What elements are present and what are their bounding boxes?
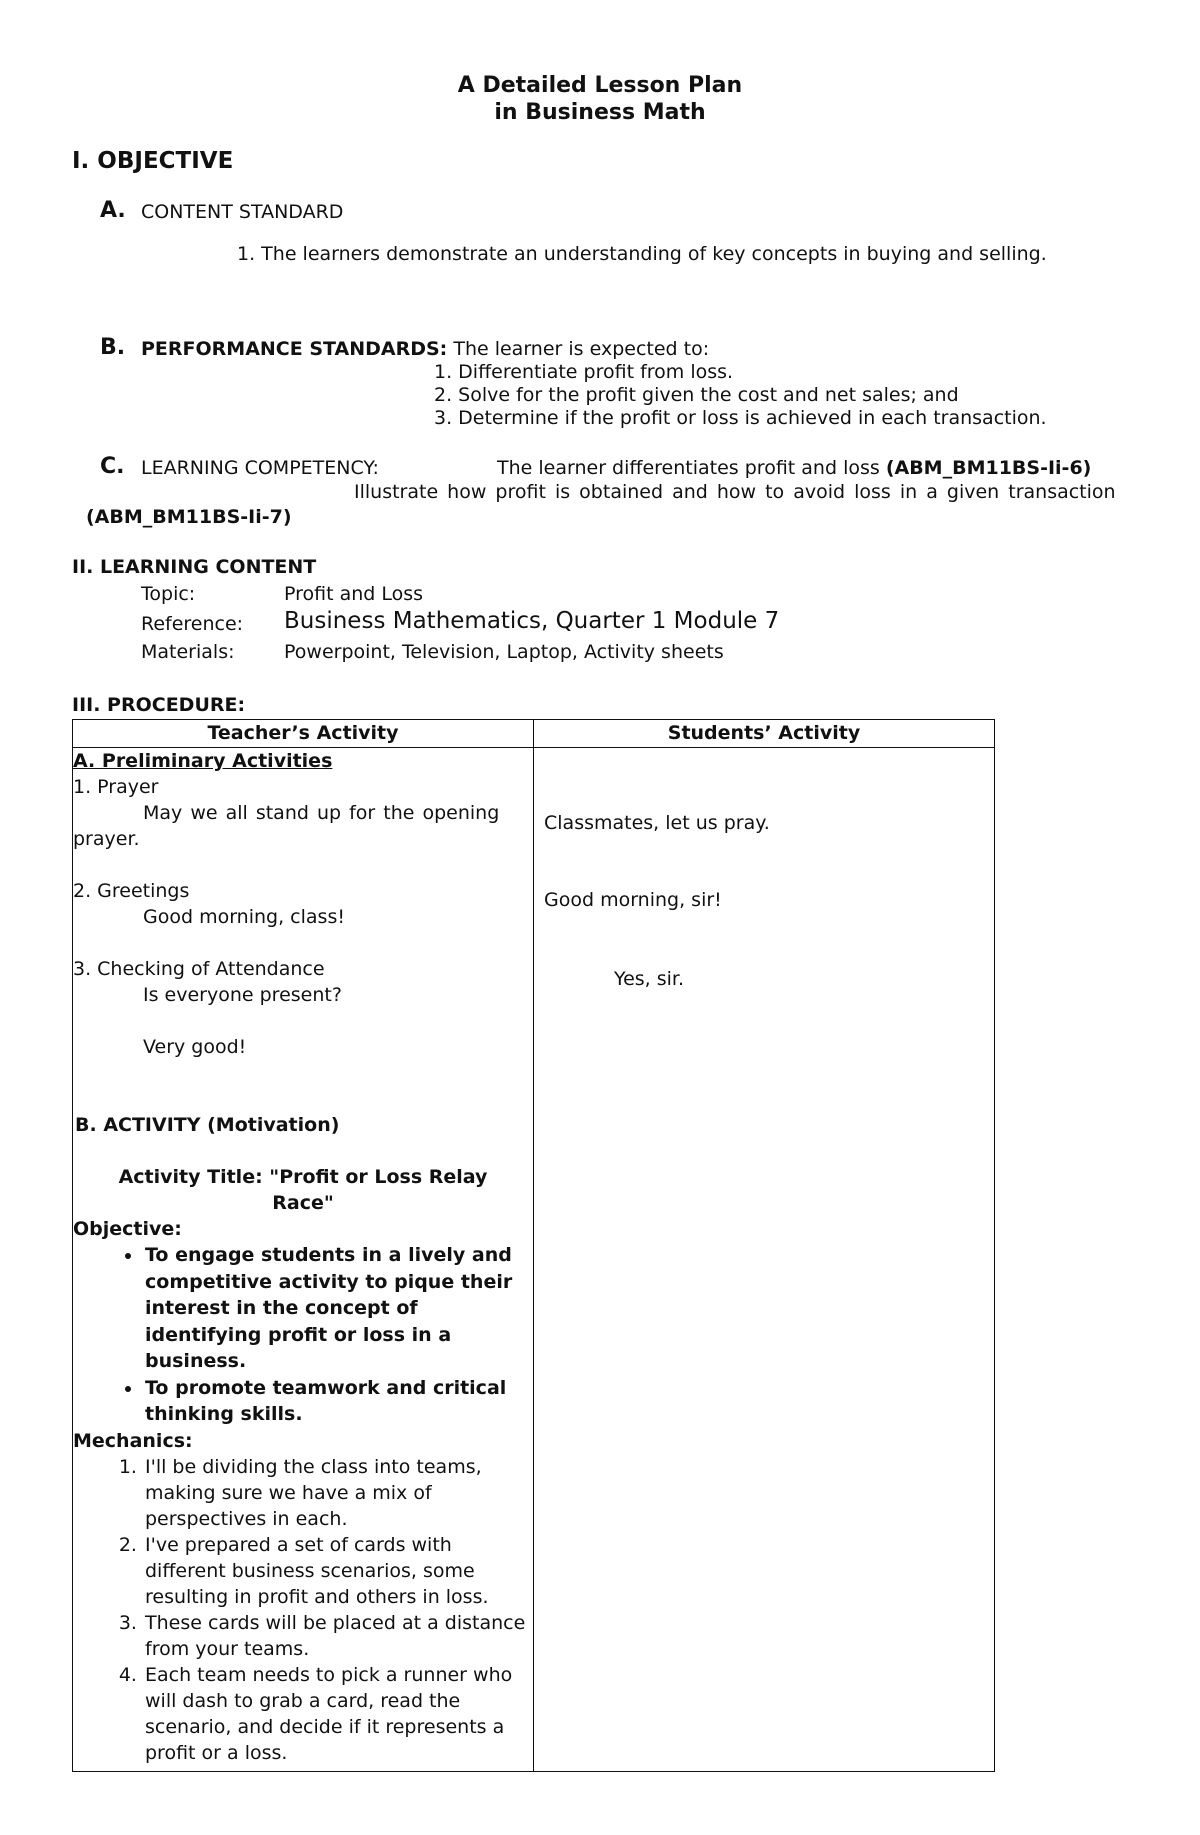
learning-content-heading: II. LEARNING CONTENT xyxy=(72,556,317,578)
mechanics-item: 4. Each team needs to pick a runner who will dash to grab a card, read the scenario, and decide if it represents a profit or a loss. xyxy=(143,1662,533,1766)
prayer-response: Classmates, let us pray. xyxy=(544,812,770,834)
learning-competency-letter: C. xyxy=(100,454,125,479)
performance-item-2: 2. Solve for the profit given the cost and net sales; and xyxy=(434,384,959,406)
content-standard-letter: A. xyxy=(100,198,126,223)
activity-title-line2: Race" xyxy=(272,1192,334,1214)
learning-competency-line1 xyxy=(497,457,1091,480)
prayer-text: May we all stand up for the opening xyxy=(143,802,500,824)
attendance-text: Is everyone present? xyxy=(143,984,342,1006)
procedure-heading: III. PROCEDURE: xyxy=(72,694,246,716)
performance-standards-line xyxy=(141,338,709,361)
performance-item-1: 1. Differentiate profit from loss. xyxy=(434,361,734,383)
topic-value: Profit and Loss xyxy=(284,583,424,605)
attendance-label: 3. Checking of Attendance xyxy=(73,958,325,980)
learning-competency-text1: The learner differentiates profit and loss xyxy=(497,457,886,479)
prayer-text-cont: prayer. xyxy=(73,828,140,850)
teacher-activity-cell xyxy=(73,748,534,1772)
content-standard-item: 1. The learners demonstrate an understanding of key concepts in buying and selling. xyxy=(237,243,1047,265)
very-good-text: Very good! xyxy=(143,1036,247,1058)
mechanics-label: Mechanics: xyxy=(73,1429,193,1452)
mechanics-item: 1. I'll be dividing the class into teams, making sure we have a mix of perspectives in each. xyxy=(143,1454,533,1532)
materials-value: Powerpoint, Television, Laptop, Activity sheets xyxy=(284,641,724,663)
procedure-header-row xyxy=(73,720,995,748)
attendance-response: Yes, sir. xyxy=(614,968,685,990)
learning-competency-code2: (ABM_BM11BS-Ii-7) xyxy=(86,506,292,528)
performance-item-3: 3. Determine if the profit or loss is achieved in each transaction. xyxy=(434,407,1047,429)
reference-value: Business Mathematics, Quarter 1 Module 7 xyxy=(284,608,780,634)
content-standard-label: CONTENT STANDARD xyxy=(141,201,344,223)
learning-competency-label: LEARNING COMPETENCY: xyxy=(141,457,379,479)
reference-label: Reference: xyxy=(141,613,244,635)
document-title-line2: in Business Math xyxy=(494,100,706,125)
objective-item: • To engage students in a lively and competitive activity to pique their interest in the concept of identifying profit or loss in a business. xyxy=(143,1242,533,1375)
activity-title-line1: Activity Title: "Profit or Loss Relay xyxy=(118,1166,488,1188)
materials-label: Materials: xyxy=(141,641,235,663)
procedure-table xyxy=(72,719,995,1772)
objectives-list xyxy=(73,1242,533,1428)
greetings-text: Good morning, class! xyxy=(143,906,345,928)
performance-standards-letter: B. xyxy=(100,335,126,360)
students-activity-header: Students’ Activity xyxy=(534,720,995,748)
document-title-line1: A Detailed Lesson Plan xyxy=(457,73,743,98)
mechanics-item: 3. These cards will be placed at a distance from your teams. xyxy=(143,1610,533,1662)
preliminary-activities-heading: A. Preliminary Activities xyxy=(73,750,333,772)
objective-heading: I. OBJECTIVE xyxy=(72,148,234,174)
students-activity-cell xyxy=(534,748,995,1772)
greeting-response: Good morning, sir! xyxy=(544,889,722,911)
mechanics-item: 2. I've prepared a set of cards with different business scenarios, some resulting in profit and others in loss. xyxy=(143,1532,533,1610)
learning-competency-code1: (ABM_BM11BS-Ii-6) xyxy=(885,457,1092,479)
mechanics-list xyxy=(73,1454,533,1766)
objective-item: • To promote teamwork and critical thinking skills. xyxy=(143,1375,533,1428)
teacher-activity-header: Teacher’s Activity xyxy=(73,720,534,748)
performance-standards-label: PERFORMANCE STANDARDS: xyxy=(141,338,448,360)
performance-standards-intro: The learner is expected to: xyxy=(447,338,710,360)
activity-heading: B. ACTIVITY (Motivation) xyxy=(75,1114,340,1136)
learning-competency-text2: Illustrate how profit is obtained and how to avoid loss in a given transaction xyxy=(354,481,1116,503)
procedure-body-row xyxy=(73,748,995,1772)
greetings-label: 2. Greetings xyxy=(73,880,190,902)
topic-label: Topic: xyxy=(141,583,196,605)
objective-label: Objective: xyxy=(73,1218,182,1240)
prayer-label: 1. Prayer xyxy=(73,776,159,798)
